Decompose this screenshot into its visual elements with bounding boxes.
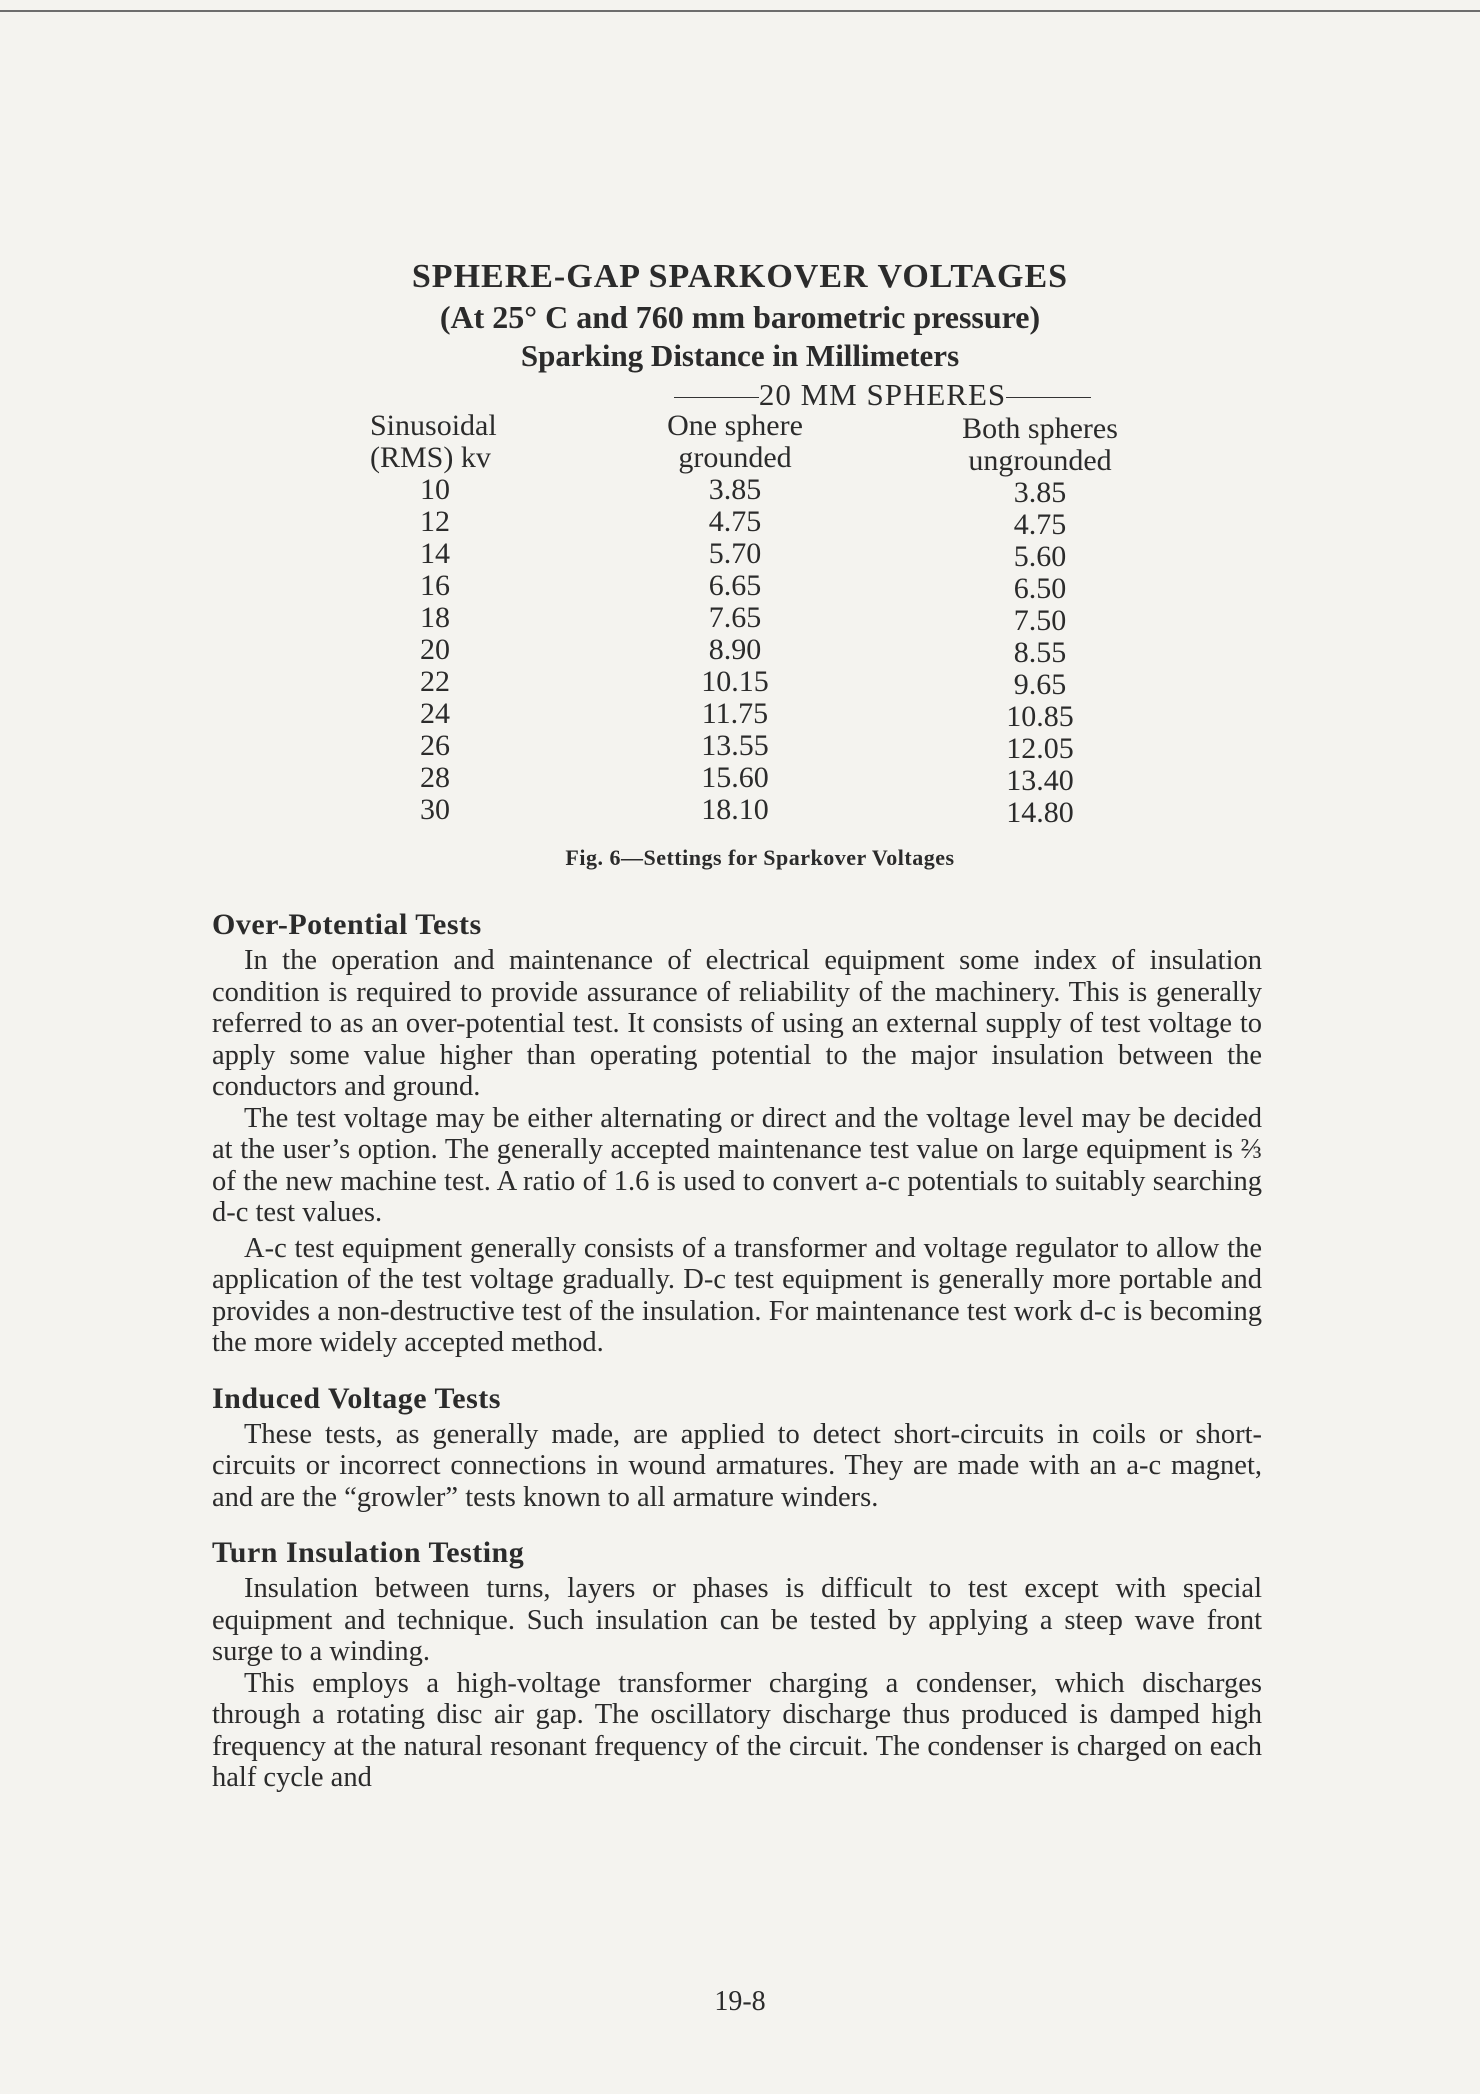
page-top-rule: [0, 10, 1480, 12]
table-cell: 3.85: [1013, 476, 1067, 509]
group-header-label: 20 MM SPHERES: [758, 377, 1007, 412]
table-title: SPHERE-GAP SPARKOVER VOLTAGES: [411, 258, 1069, 295]
col-voltage-header-1: Sinusoidal: [370, 409, 497, 442]
table-cell: 14: [420, 537, 450, 570]
paragraph: In the operation and maintenance of electrical equipment some index of insulation condition is required to provide assurance of reliability of the machinery. This is generally referred to as an over-potential test. It consists of using an external supply of test voltage to apply some value higher than operating potential to the major insulation between the conductors and ground.: [212, 945, 1262, 1102]
col-voltage-header-2: (RMS) kv: [370, 441, 491, 474]
table-cell: 8.90: [708, 633, 762, 666]
table-cell: 18: [420, 601, 450, 634]
table-cell: 13.55: [701, 729, 769, 762]
table-cell: 24: [420, 697, 450, 730]
section-heading-over-potential: Over-Potential Tests: [212, 908, 482, 941]
table-cell: 10.15: [701, 665, 769, 698]
paragraph: The test voltage may be either alternating or direct and the voltage level may be decided at the user’s option. The generally accepted maintenance test value on large equipment is ⅔ of the new machine test. A ratio of 1.6 is used to convert a-c potentials to suitably searching d-c test values.: [212, 1102, 1262, 1228]
table-cell: 22: [420, 665, 450, 698]
col-both-spheres-ungrounded: [910, 413, 1170, 829]
table-cell: 30: [420, 793, 450, 826]
paragraph: These tests, as generally made, are applied to detect short-circuits in coils or short-circuits or incorrect connections in wound armatures. They are made with an a-c magnet, and are the “growler” tests known to all armature winders.: [212, 1418, 1262, 1513]
figure-caption: Fig. 6—Settings for Sparkover Voltages: [565, 845, 955, 870]
table-cell: 3.85: [708, 473, 762, 506]
table-cell: 28: [420, 761, 450, 794]
table-cell: 7.50: [1013, 604, 1067, 637]
table-cell: 26: [420, 729, 450, 762]
group-header-rule-left: [674, 397, 759, 398]
table-cell: 13.40: [1006, 764, 1074, 797]
table-cell: 12: [420, 505, 450, 538]
paragraph: A-c test equipment generally consists of a transformer and voltage regulator to allow the application of the test voltage gradually. D-c test equipment is generally more portable and provides a non-destructive test of the insulation. For maintenance test work d-c is becoming the more widely accepted method.: [212, 1232, 1262, 1358]
col-voltage: [370, 410, 570, 826]
col-grounded-header-2: grounded: [678, 441, 792, 474]
table-cell: 10.85: [1006, 700, 1074, 733]
paragraph: This employs a high-voltage transformer charging a condenser, which discharges through a rotating disc air gap. The oscillatory discharge thus produced is damped high frequency at the natural resonant frequency of the circuit. The condenser is charged on each half cycle and: [212, 1667, 1262, 1793]
table-cell: 9.65: [1013, 668, 1067, 701]
table-cell: 10: [420, 473, 450, 506]
table-cell: 4.75: [708, 505, 762, 538]
paragraph: Insulation between turns, layers or phases is difficult to test except with special equipment and technique. Such insulation can be tested by applying a steep wave front surge to a winding.: [212, 1573, 1262, 1667]
table-cell: 6.50: [1013, 572, 1067, 605]
table-cell: 5.70: [708, 537, 762, 570]
col-ungrounded-header-2: ungrounded: [968, 444, 1112, 477]
table-cell: 8.55: [1013, 636, 1067, 669]
col-one-sphere-grounded: [625, 410, 845, 826]
table-subtitle: (At 25° C and 760 mm barometric pressure): [439, 299, 1041, 335]
group-header: [635, 377, 1130, 413]
table-cell: 18.10: [701, 793, 769, 826]
col-grounded-header-1: One sphere: [667, 409, 803, 442]
table-cell: 20: [420, 633, 450, 666]
table-subtitle-2: Sparking Distance in Millimeters: [520, 338, 960, 373]
table-cell: 16: [420, 569, 450, 602]
group-header-rule-right: [1006, 397, 1091, 398]
body-text: [212, 905, 1262, 1794]
table-cell: 11.75: [701, 697, 769, 730]
section-heading-turn-insulation: Turn Insulation Testing: [212, 1536, 525, 1569]
table-cell: 4.75: [1013, 508, 1067, 541]
table-cell: 12.05: [1006, 732, 1074, 765]
table-cell: 7.65: [708, 601, 762, 634]
table-cell: 14.80: [1006, 796, 1074, 829]
page-number: 19-8: [714, 1986, 766, 2017]
col-ungrounded-header-1: Both spheres: [962, 412, 1118, 445]
table-cell: 6.65: [708, 569, 762, 602]
section-heading-induced-voltage: Induced Voltage Tests: [212, 1381, 501, 1415]
table-cell: 15.60: [701, 761, 769, 794]
table-cell: 5.60: [1013, 540, 1067, 573]
